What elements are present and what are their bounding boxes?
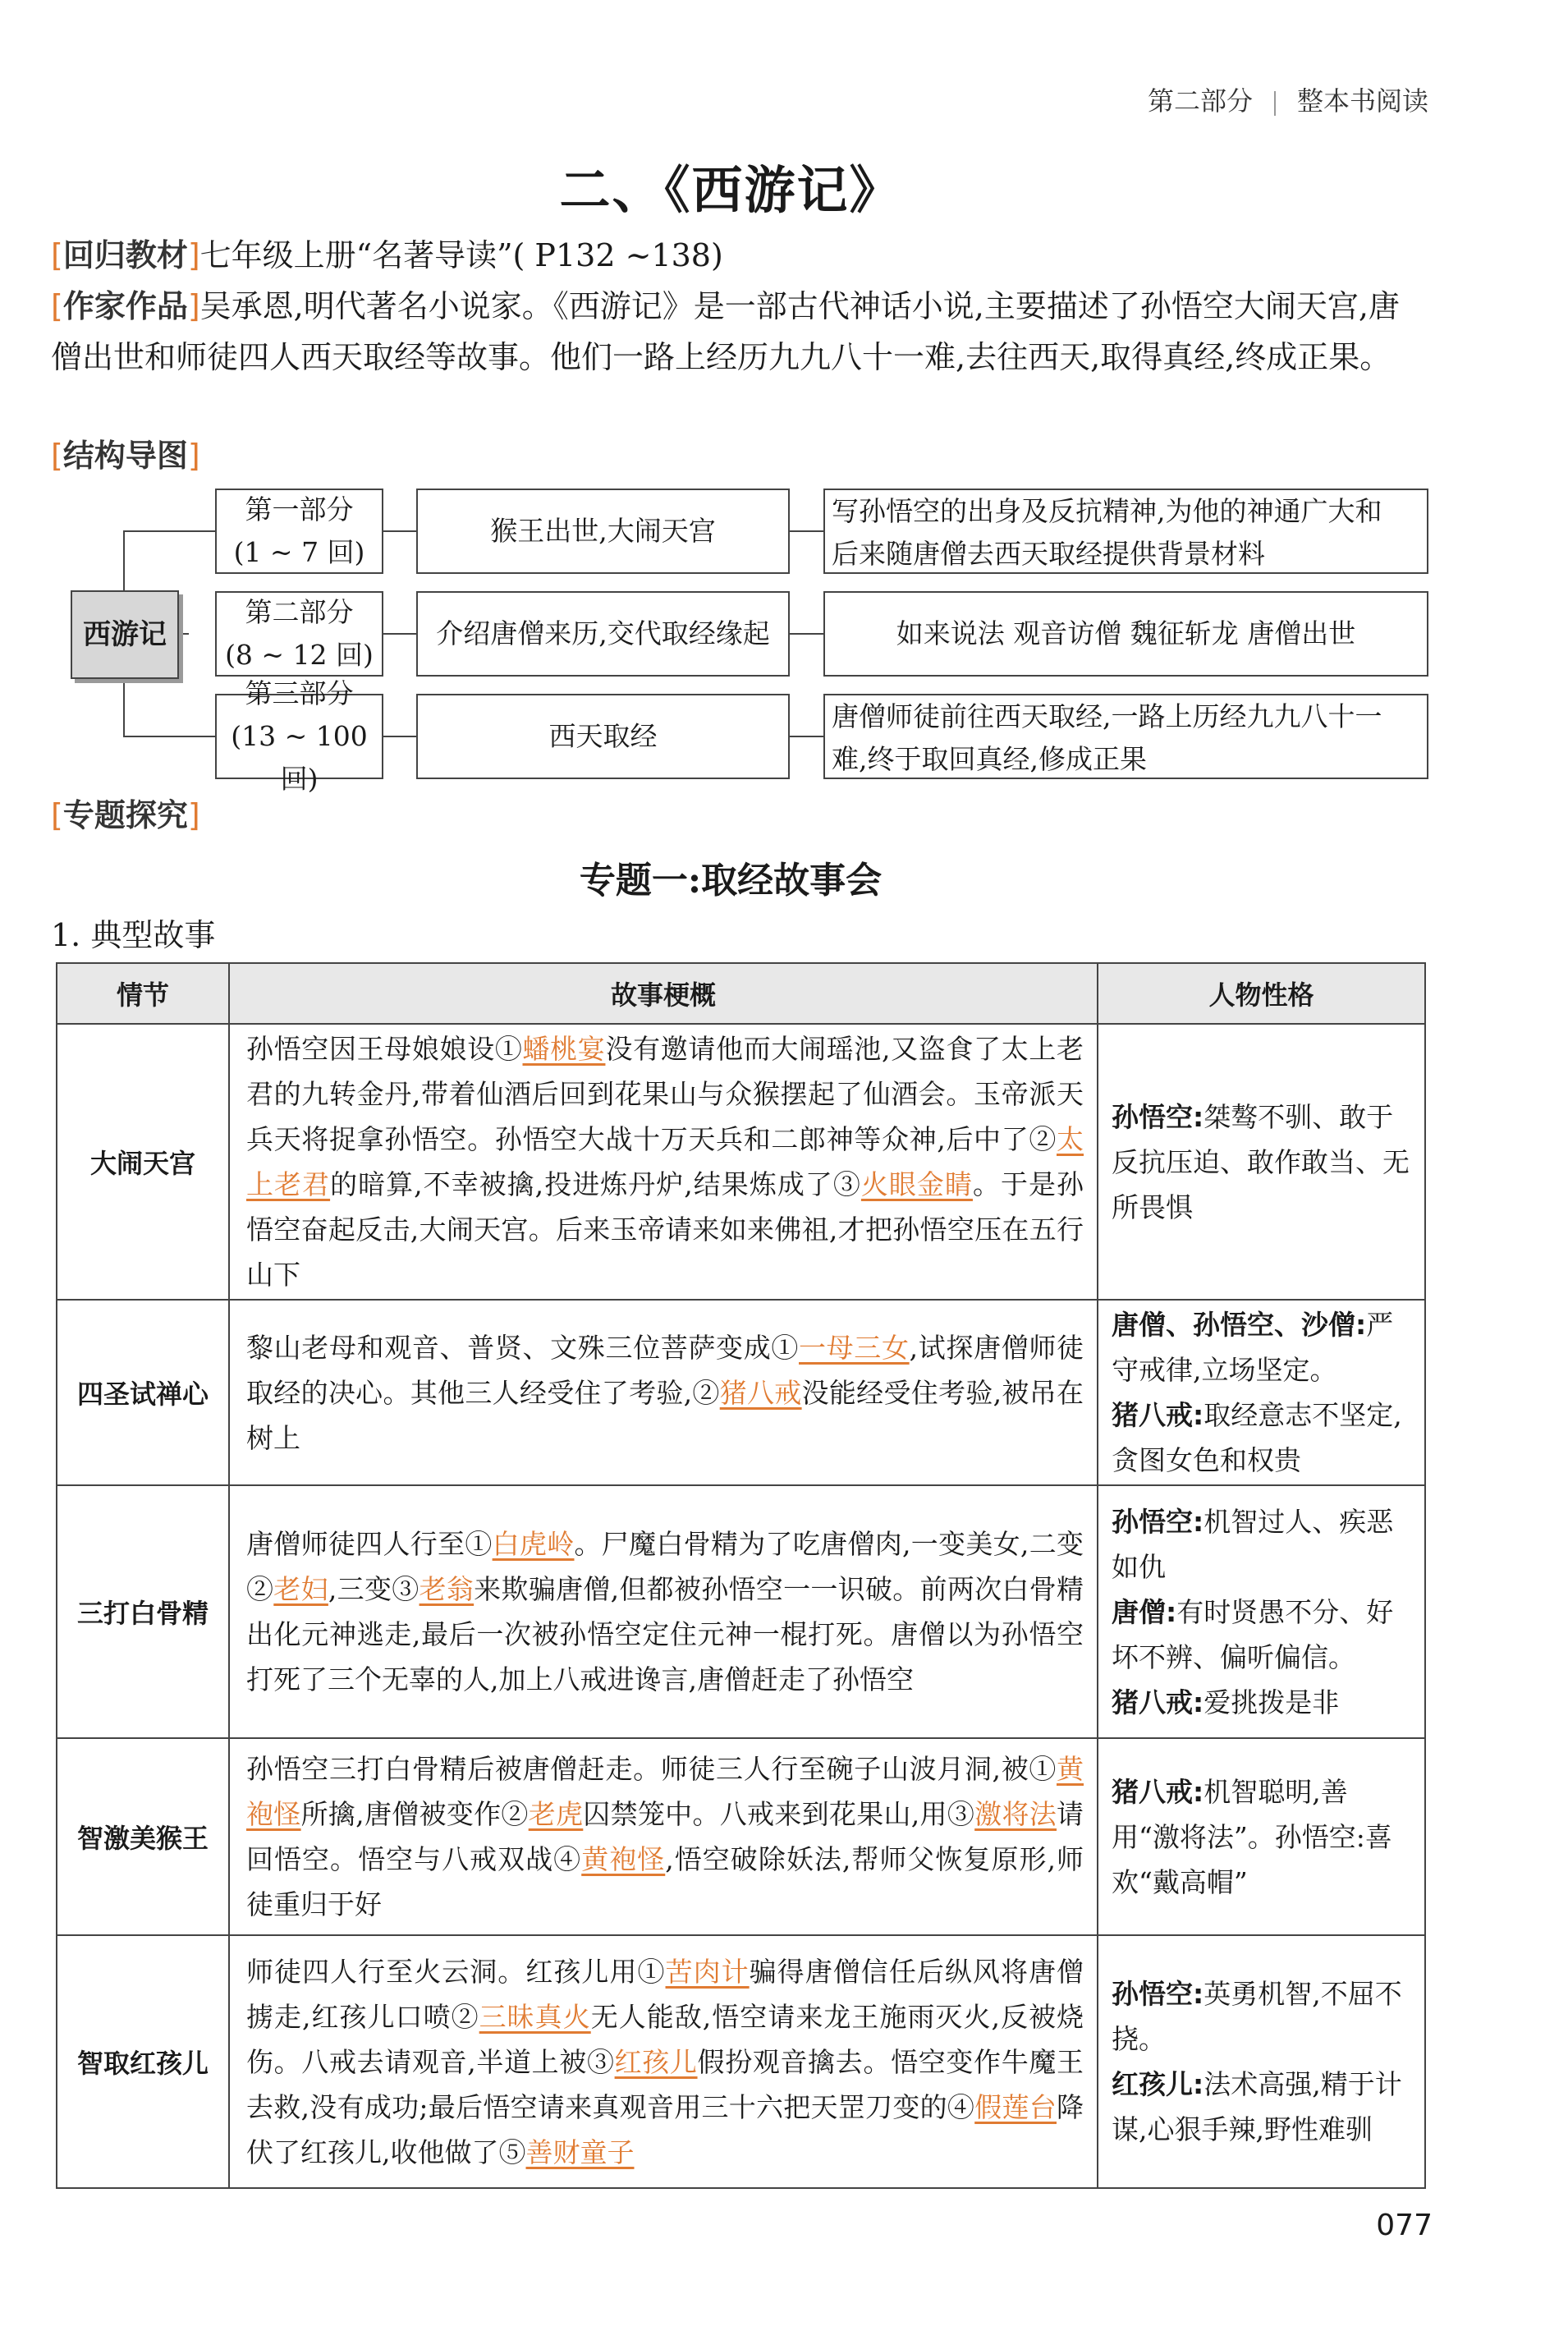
table-row	[57, 1485, 1425, 1738]
author-paragraph	[51, 281, 1430, 383]
part-3-theme: 西天取经	[416, 694, 790, 779]
section-heading: 1. 典型故事	[51, 917, 216, 953]
episode-cell: 大闹天宫	[57, 1024, 229, 1300]
answer-blank: 一母三女	[799, 1331, 910, 1364]
answer-blank: 老妇	[273, 1573, 328, 1605]
col-header-episode: 情节	[57, 963, 229, 1024]
answer-blank: 激将法	[974, 1798, 1057, 1830]
personality-cell: 孙悟空:桀骜不驯、敢于反抗压迫、敢作敢当、无所畏惧	[1098, 1024, 1425, 1300]
part-1-name: 第一部分	[245, 493, 354, 525]
answer-blank: 猪八戒	[719, 1376, 802, 1409]
episode-cell: 智取红孩儿	[57, 1935, 229, 2188]
part-2-theme: 介绍唐僧来历,交代取经缘起	[416, 591, 790, 677]
episode-cell: 四圣试禅心	[57, 1300, 229, 1485]
summary-cell: 孙悟空因王母娘娘设①蟠桃宴没有邀请他而大闹瑶池,又盗食了太上老君的九转金丹,带着仙酒后回到花果山与众猴摆起了仙酒会。玉帝派天兵天将捉拿孙悟空。孙悟空大战十万天兵和二郎神等众神,后中了②太上老君的暗算,不幸被擒,投进炼丹炉,结果炼成了③火眼金睛。于是孙悟空奋起反击,大闹天宫。后来玉帝请来如来佛祖,才把孙悟空压在五行山下	[229, 1024, 1098, 1300]
episode-cell: 智激美猴王	[57, 1738, 229, 1935]
topic-tag: [专题探究]	[51, 797, 200, 833]
summary-cell: 黎山老母和观音、普贤、文殊三位菩萨变成①一母三女,试探唐僧师徒取经的决心。其他三人经受住了考验,②猪八戒没能经受住考验,被吊在树上	[229, 1300, 1098, 1485]
answer-blank: 三昧真火	[479, 2000, 591, 2033]
table-row	[57, 1024, 1425, 1300]
summary-cell: 孙悟空三打白骨精后被唐僧赶走。师徒三人行至碗子山波月洞,被①黄袍怪所擒,唐僧被变作②老虎囚禁笼中。八戒来到花果山,用③激将法请回悟空。悟空与八戒双战④黄袍怪,悟空破除妖法,帮师父恢复原形,师徒重归于好	[229, 1738, 1098, 1935]
part-2-box	[215, 591, 383, 677]
story-table	[56, 962, 1426, 2189]
answer-blank: 黄袍怪	[581, 1843, 666, 1875]
character-name: 唐僧、孙悟空、沙僧:	[1112, 1309, 1367, 1341]
table-header-row	[57, 963, 1425, 1024]
answer-blank: 黄袍怪	[246, 1753, 1084, 1830]
answer-blank: 太上老君	[246, 1123, 1084, 1200]
topic-title: 专题一:取经故事会	[579, 860, 883, 901]
character-name: 猪八戒:	[1112, 1775, 1204, 1808]
header-section: 第二部分	[1147, 85, 1253, 117]
character-name: 孙悟空:	[1112, 1978, 1204, 2010]
part-3-description: 唐僧师徒前往西天取经,一路上历经九九八十一 难,终于取回真经,修成正果	[823, 694, 1428, 779]
answer-blank: 善财童子	[525, 2136, 635, 2168]
summary-cell: 唐僧师徒四人行至①白虎岭。尸魔白骨精为了吃唐僧肉,一变美女,二变②老妇,三变③老翁来欺骗唐僧,但都被孙悟空一一识破。前两次白骨精出化元神逃走,最后一次被孙悟空定住元神一棍打死。唐僧以为孙悟空打死了三个无辜的人,加上八戒进谗言,唐僧赶走了孙悟空	[229, 1485, 1098, 1738]
table-row	[57, 1935, 1425, 2188]
textbook-line	[51, 230, 1430, 281]
page-number: 077	[1376, 2209, 1433, 2242]
answer-blank: 蟠桃宴	[522, 1033, 606, 1065]
textbook-tag: [回归教材]	[51, 237, 200, 273]
part-1-description: 写孙悟空的出身及反抗精神,为他的神通广大和 后来随唐僧去西天取经提供背景材料	[823, 489, 1428, 574]
col-header-summary: 故事梗概	[229, 963, 1098, 1024]
structure-heading	[51, 430, 1430, 481]
textbook-text: 七年级上册“名著导读”( P132 ~138)	[199, 237, 723, 273]
summary-cell: 师徒四人行至火云洞。红孩儿用①苦肉计骗得唐僧信任后纵风将唐僧掳走,红孩儿口喷②三昧真火无人能敌,悟空请来龙王施雨灭火,反被烧伤。八戒去请观音,半道上被③红孩儿假扮观音擒去。悟空变作牛魔王去救,没有成功;最后悟空请来真观音用三十六把天罡刀变的④假莲台降伏了红孩儿,收他做了⑤善财童子	[229, 1935, 1098, 2188]
structure-tag: [结构导图]	[51, 438, 200, 474]
personality-cell: 唐僧、孙悟空、沙僧:严守戒律,立场坚定。 猪八戒:取经意志不坚定,贪图女色和权贵	[1098, 1300, 1425, 1485]
answer-blank: 红孩儿	[614, 2045, 698, 2078]
character-name: 孙悟空:	[1112, 1100, 1204, 1133]
character-name: 猪八戒:	[1112, 1686, 1204, 1718]
part-1-range: (1 ~ 7 回)	[233, 536, 365, 568]
running-header	[1148, 80, 1428, 118]
header-divider	[1274, 91, 1276, 116]
answer-blank: 老翁	[419, 1573, 475, 1605]
personality-cell: 孙悟空:英勇机智,不屈不挠。 红孩儿:法术高强,精于计谋,心狠手辣,野性难驯	[1098, 1935, 1425, 2188]
part-2-name: 第二部分	[245, 596, 354, 628]
answer-blank: 假莲台	[974, 2090, 1057, 2123]
part-1-theme: 猴王出世,大闹天宫	[416, 489, 790, 574]
answer-blank: 白虎岭	[492, 1528, 575, 1560]
character-name: 红孩儿:	[1112, 2068, 1204, 2100]
author-tag: [作家作品]	[51, 288, 200, 324]
part-2-range: (8 ~ 12 回)	[225, 639, 374, 671]
part-3-name: 第三部分	[245, 677, 354, 709]
character-name: 唐僧:	[1112, 1595, 1177, 1628]
part-2-description: 如来说法 观音访僧 魏征斩龙 唐僧出世	[823, 591, 1428, 677]
table-row	[57, 1300, 1425, 1485]
personality-cell: 孙悟空:机智过人、疾恶如仇 唐僧:有时贤愚不分、好坏不辨、偏听偏信。 猪八戒:爱挑拨是非	[1098, 1485, 1425, 1738]
answer-blank: 老虎	[528, 1798, 584, 1830]
character-name: 猪八戒:	[1112, 1399, 1204, 1431]
col-header-personality: 人物性格	[1098, 963, 1425, 1024]
answer-blank: 火眼金睛	[860, 1168, 973, 1200]
part-1-box	[215, 489, 383, 574]
header-subsection: 整本书阅读	[1296, 85, 1428, 117]
episode-cell: 三打白骨精	[57, 1485, 229, 1738]
mind-map-root: 西游记	[71, 590, 179, 679]
table-row	[57, 1738, 1425, 1935]
topic-heading	[51, 790, 1430, 841]
personality-cell: 猪八戒:机智聪明,善用“激将法”。孙悟空:喜欢“戴高帽”	[1098, 1738, 1425, 1935]
author-text: 吴承恩,明代著名小说家。《西游记》是一部古代神话小说,主要描述了孙悟空大闹天宫,唐僧出世和师徒四人西天取经等故事。他们一路上经历九九八十一难,去往西天,取得真经,终成正果。	[51, 288, 1400, 375]
answer-blank: 苦肉计	[665, 1955, 750, 1988]
character-name: 孙悟空:	[1112, 1505, 1204, 1538]
page-title: 二、《西游记》	[559, 160, 902, 220]
part-3-box	[215, 677, 383, 795]
part-3-range: (13 ~ 100 回)	[231, 720, 368, 795]
